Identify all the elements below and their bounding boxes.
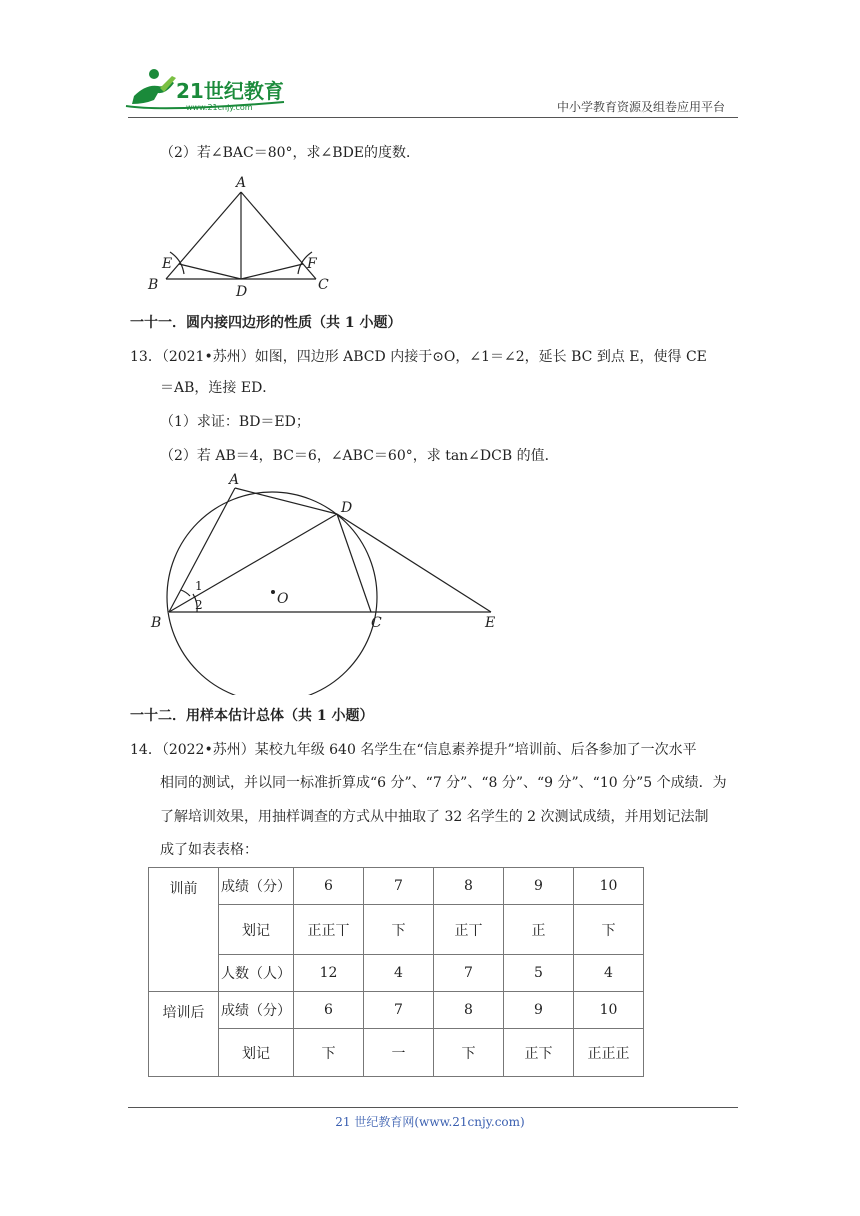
score-cell: 6	[294, 992, 364, 1029]
tally-mark: 下	[364, 905, 434, 955]
header-platform-text: 中小学教育资源及组卷应用平台	[556, 100, 725, 114]
footer-divider	[128, 1107, 738, 1108]
tally-mark: 正下	[504, 1029, 574, 1077]
tally-mark: 下	[574, 905, 644, 955]
q14-line3: 了解培训效果，用抽样调查的方式从中抽取了 32 名学生的 2 次测试成绩，并用划记法制	[160, 809, 709, 825]
triangle-figure	[140, 172, 340, 302]
tally-mark: 正正正	[574, 1029, 644, 1077]
score-cell: 9	[504, 868, 574, 905]
site-logo	[124, 66, 294, 114]
count-cell: 5	[504, 955, 574, 992]
count-cell: 4	[574, 955, 644, 992]
count-label: 人数（人）	[219, 955, 294, 992]
header-divider	[128, 117, 738, 118]
q13-part1: （1）求证：BD＝ED；	[160, 414, 310, 430]
q13-line1: 13．（2021•苏州）如图，四边形 ABCD 内接于⊙O，∠1＝∠2，延长 BC 到点 E，使得 CE	[130, 349, 707, 365]
q14-line2: 相同的测试，并以同一标准折算成“6 分”、“7 分”、“8 分”、“9 分”、“10 分”5 个成绩．为	[160, 775, 727, 791]
tally-mark: 一	[364, 1029, 434, 1077]
score-cell: 10	[574, 992, 644, 1029]
q13-line2: ＝AB，连接 ED．	[160, 380, 277, 396]
angle-1-label: 1	[195, 579, 203, 593]
svg-text:www.21cnjy.com: www.21cnjy.com	[186, 103, 253, 112]
label-E: E	[162, 256, 173, 272]
tally-label: 划记	[219, 905, 294, 955]
tally-mark: 正	[504, 905, 574, 955]
before-label: 训前	[149, 868, 219, 992]
tally-mark: 下	[434, 1029, 504, 1077]
score-cell: 9	[504, 992, 574, 1029]
label-C: C	[371, 615, 382, 631]
score-cell: 7	[364, 992, 434, 1029]
tally-label: 划记	[219, 1029, 294, 1077]
label-E: E	[485, 615, 496, 631]
q13-part2: （2）若 AB＝4，BC＝6，∠ABC＝60°，求 tan∠DCB 的值．	[160, 448, 559, 464]
q14-line4: 成了如表表格：	[160, 842, 258, 858]
angle-2-label: 2	[195, 598, 203, 612]
circle-quadrilateral-figure	[145, 470, 515, 695]
tally-mark: 下	[294, 1029, 364, 1077]
tally-mark: 正正丅	[294, 905, 364, 955]
label-D: D	[236, 284, 248, 300]
svg-text:21世纪教育: 21世纪教育	[176, 79, 284, 103]
table-row	[149, 992, 644, 1029]
score-cell: 8	[434, 992, 504, 1029]
label-C: C	[318, 277, 329, 293]
score-label: 成绩（分）	[219, 992, 294, 1029]
section-12-heading: 一十二．用样本估计总体（共 1 小题）	[130, 708, 374, 724]
tally-mark: 正丅	[434, 905, 504, 955]
score-cell: 7	[364, 868, 434, 905]
table-row	[149, 905, 644, 955]
score-label: 成绩（分）	[219, 868, 294, 905]
label-B: B	[148, 277, 159, 293]
table-row	[149, 1029, 644, 1077]
q14-line1: 14．（2022•苏州）某校九年级 640 名学生在“信息素养提升”培训前、后各参加了一次水平	[130, 742, 697, 758]
q12-part2: （2）若∠BAC＝80°，求∠BDE的度数．	[160, 145, 421, 161]
label-B: B	[151, 615, 162, 631]
score-cell: 6	[294, 868, 364, 905]
score-cell: 8	[434, 868, 504, 905]
count-cell: 4	[364, 955, 434, 992]
label-D: D	[341, 500, 353, 516]
score-cell: 10	[574, 868, 644, 905]
footer-link[interactable]: 21 世纪教育网(www.21cnjy.com)	[335, 1115, 525, 1129]
label-A: A	[229, 472, 240, 488]
after-label: 培训后	[149, 992, 219, 1077]
label-A: A	[236, 175, 247, 191]
label-O: O	[277, 591, 289, 607]
table-row	[149, 955, 644, 992]
table-row	[149, 868, 644, 905]
tally-table	[148, 867, 644, 1077]
count-cell: 12	[294, 955, 364, 992]
count-cell: 7	[434, 955, 504, 992]
section-11-heading: 一十一．圆内接四边形的性质（共 1 小题）	[130, 315, 402, 331]
label-F: F	[307, 256, 317, 272]
